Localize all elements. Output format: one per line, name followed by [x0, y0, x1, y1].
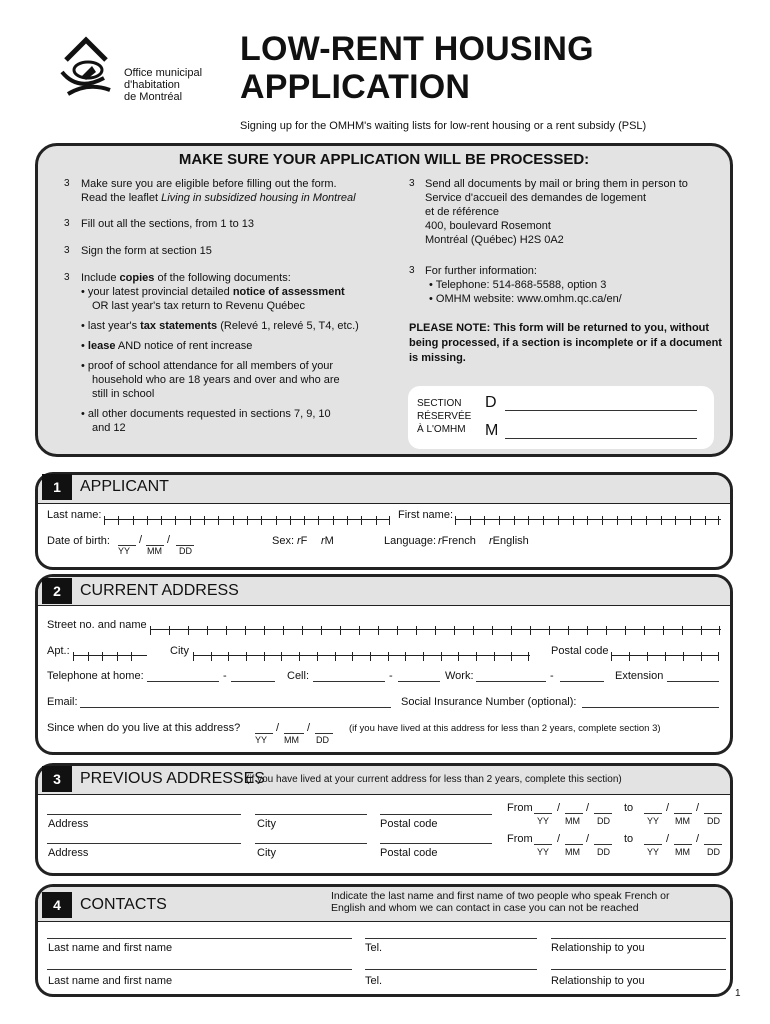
from-1-yy-field[interactable] [534, 813, 552, 814]
home-phone-field[interactable] [147, 681, 219, 682]
checkbox-glyph: r [321, 535, 325, 547]
since-mm-field[interactable] [284, 733, 304, 734]
since-note: (if you have lived at this address for less than 2 years, complete section 3) [349, 723, 661, 734]
dd-hint: DD [316, 735, 329, 745]
text-line: English and whom we can contact in case you can not be reached [331, 902, 639, 914]
text-line: SECTION [417, 398, 462, 409]
text-line: • all other documents requested in sections 7, 9, 10 [81, 408, 331, 420]
text: English [492, 535, 529, 547]
apt-label: Apt.: [47, 645, 70, 657]
contact-2-tel-field[interactable] [365, 969, 537, 970]
prev-address-2-field[interactable] [47, 843, 241, 844]
text-line: and 12 [92, 422, 126, 434]
contact-name-label: Last name and first name [48, 975, 173, 987]
mm-hint: MM [675, 816, 690, 826]
reserved-m-label: M [485, 422, 499, 439]
contact-1-tel-field[interactable] [365, 938, 537, 939]
work-phone-field[interactable] [476, 681, 546, 682]
city-field[interactable] [193, 643, 530, 656]
reserved-d-line[interactable] [505, 410, 697, 411]
prev-postal-2-field[interactable] [380, 843, 492, 844]
prev-postal-1-field[interactable] [380, 814, 492, 815]
title-line: APPLICATION [240, 68, 471, 106]
website: • OMHM website: www.omhm.qc.ca/en/ [429, 293, 622, 305]
text: notice of assessment [232, 286, 345, 298]
dd-hint: DD [707, 816, 720, 826]
prev-address-1-field[interactable] [47, 814, 241, 815]
sex-female-checkbox[interactable] [297, 534, 307, 548]
instruction-fill-sections: Fill out all the sections, from 1 to 13 [81, 218, 255, 230]
instruction-sign: Sign the form at section 15 [81, 245, 212, 257]
text-line: Make sure you are eligible before filling out the form. [81, 178, 337, 190]
text: (Relevé 1, relevé 5, T4, etc.) [217, 320, 359, 332]
postal-code-field[interactable] [611, 643, 719, 656]
bullet-marker: 3 [64, 272, 70, 283]
yy-hint: YY [537, 847, 550, 857]
omhm-logo [58, 32, 128, 102]
mm-hint: MM [565, 847, 580, 857]
to-1-dd-field[interactable] [704, 813, 722, 814]
city-label: City [257, 818, 276, 830]
since-dd-field[interactable] [315, 733, 333, 734]
first-name-field[interactable] [455, 507, 721, 520]
dd-hint: DD [597, 816, 610, 826]
instruction-documents [81, 271, 391, 435]
relationship-label: Relationship to you [551, 975, 645, 987]
form-subtitle: Signing up for the OMHM's waiting lists for low-rent housing or a rent subsidy (PSL) [240, 120, 647, 132]
yy-hint: YY [255, 735, 268, 745]
work-label: Work: [445, 670, 474, 682]
relationship-label: Relationship to you [551, 942, 645, 954]
text-line: is missing. [409, 352, 466, 364]
home-phone-suffix-field[interactable] [231, 681, 275, 682]
text-line: 400, boulevard Rosemont [425, 220, 551, 232]
contact-2-name-field[interactable] [47, 969, 352, 970]
text: Read the leaflet [81, 192, 162, 204]
org-line: d'habitation [124, 79, 180, 91]
dd-hint: DD [179, 546, 192, 556]
page-number: 1 [735, 988, 741, 999]
text: F [300, 535, 308, 547]
text-line: Service d'accueil des demandes de logement [425, 192, 647, 204]
leaflet-title: Living in subsidized housing in Montreal [161, 192, 356, 204]
mm-hint: MM [147, 546, 162, 556]
tel-label: Tel. [365, 975, 383, 987]
section-4-note [331, 890, 670, 914]
section-title: CONTACTS [80, 896, 167, 913]
yy-hint: YY [647, 847, 660, 857]
text-line: et de référence [425, 206, 499, 218]
to-label: to [624, 833, 634, 845]
checkbox-glyph: r [297, 535, 301, 547]
section-number: 1 [42, 474, 72, 500]
dash: - [223, 670, 227, 682]
postal-code-label: Postal code [380, 818, 438, 830]
from-label: From [507, 802, 533, 814]
from-1-dd-field[interactable] [594, 813, 612, 814]
bullet-marker: 3 [409, 178, 415, 189]
bullet-marker: 3 [64, 218, 70, 229]
text-line: Montréal (Québec) H2S 0A2 [425, 234, 564, 246]
language-french-checkbox[interactable] [438, 534, 476, 548]
text: M [324, 535, 334, 547]
section-title: APPLICANT [80, 478, 169, 495]
instruction-further-info [425, 264, 725, 306]
to-1-yy-field[interactable] [644, 813, 662, 814]
reserved-m-line[interactable] [505, 438, 697, 439]
mm-hint: MM [675, 847, 690, 857]
section-title: CURRENT ADDRESS [80, 582, 239, 599]
to-2-yy-field[interactable] [644, 844, 662, 845]
from-2-yy-field[interactable] [534, 844, 552, 845]
text-line: Indicate the last name and first name of two people who speak French or [331, 890, 670, 902]
street-field[interactable] [150, 617, 721, 630]
contact-1-name-field[interactable] [47, 938, 352, 939]
prev-city-1-field[interactable] [255, 814, 367, 815]
text: of the following documents: [154, 272, 291, 284]
bullet-marker: 3 [409, 265, 415, 276]
apt-field[interactable] [73, 643, 147, 656]
prev-city-2-field[interactable] [255, 843, 367, 844]
language-english-checkbox[interactable] [489, 534, 529, 548]
checkbox-glyph: r [489, 535, 493, 547]
address-label: Address [48, 818, 89, 830]
form-title [240, 30, 594, 106]
home-phone-label: Telephone at home: [47, 670, 144, 682]
to-1-mm-field[interactable] [674, 813, 692, 814]
text-line: being processed, if a section is incomplete or if a document [409, 337, 722, 349]
address-label: Address [48, 847, 89, 859]
org-line: de Montréal [124, 91, 183, 103]
extension-label: Extension [615, 670, 664, 682]
text: copies [119, 272, 155, 284]
to-label: to [624, 802, 634, 814]
last-name-field[interactable] [104, 507, 390, 520]
since-label: Since when do you live at this address? [47, 722, 241, 734]
yy-hint: YY [118, 546, 131, 556]
reserved-d-label: D [485, 394, 497, 411]
section-3-note: (if you have lived at your current address for less than 2 years, complete this section) [246, 774, 622, 785]
from-2-dd-field[interactable] [594, 844, 612, 845]
sin-field[interactable] [582, 707, 719, 708]
instruction-eligibility [81, 177, 391, 205]
last-name-label: Last name: [47, 509, 102, 521]
cell-phone-suffix-field[interactable] [398, 681, 440, 682]
first-name-label: First name: [398, 509, 454, 521]
section-number: 4 [42, 892, 72, 918]
yy-hint: YY [537, 816, 550, 826]
text: • your latest provincial detailed [81, 286, 233, 298]
city-label: City [257, 847, 276, 859]
text-line: RÉSERVÉE [417, 411, 472, 422]
section-number: 3 [42, 766, 72, 792]
text-line: • proof of school attendance for all members of your [81, 360, 334, 372]
sin-label: Social Insurance Number (optional): [401, 696, 577, 708]
cell-phone-field[interactable] [313, 681, 385, 682]
text-line: PLEASE NOTE: This form will be returned to you, without [409, 322, 710, 334]
contact-1-relationship-field[interactable] [551, 938, 726, 939]
text-line: Send all documents by mail or bring them in person to [425, 178, 688, 190]
dd-hint: DD [597, 847, 610, 857]
contact-2-relationship-field[interactable] [551, 969, 726, 970]
postal-code-label: Postal code [551, 645, 609, 657]
yy-hint: YY [647, 816, 660, 826]
please-note [409, 321, 729, 366]
organization-name [124, 67, 202, 103]
street-label: Street no. and name [47, 619, 147, 631]
section-title: PREVIOUS ADDRESSES [80, 770, 265, 787]
email-label: Email: [47, 696, 78, 708]
text: • [81, 340, 88, 352]
text-line: still in school [92, 388, 155, 400]
dash: - [550, 670, 554, 682]
text-line: OR last year's tax return to Revenu Québec [92, 300, 306, 312]
text: lease [87, 340, 116, 352]
sex-male-checkbox[interactable] [321, 534, 334, 548]
from-1-mm-field[interactable] [565, 813, 583, 814]
dd-hint: DD [707, 847, 720, 857]
from-label: From [507, 833, 533, 845]
instruction-send-documents [425, 177, 725, 247]
extension-field[interactable] [667, 681, 719, 682]
contact-name-label: Last name and first name [48, 942, 173, 954]
bullet-marker: 3 [64, 245, 70, 256]
checkbox-glyph: r [438, 535, 442, 547]
mm-hint: MM [284, 735, 299, 745]
work-phone-suffix-field[interactable] [560, 681, 604, 682]
from-2-mm-field[interactable] [565, 844, 583, 845]
org-line: Office municipal [124, 67, 203, 79]
text-line: À L'OMHM [417, 424, 466, 435]
sex-label: Sex: [272, 535, 295, 547]
text-line: For further information: [425, 265, 537, 277]
phone-number: • Telephone: 514-868-5588, option 3 [429, 279, 607, 291]
text-line: household who are 18 years and over and who are [92, 374, 340, 386]
since-yy-field[interactable] [255, 733, 273, 734]
text: tax statements [140, 320, 218, 332]
text: • last year's [81, 320, 141, 332]
language-label: Language: [384, 535, 436, 547]
bullet-marker: 3 [64, 178, 70, 189]
postal-code-label: Postal code [380, 847, 438, 859]
dob-label: Date of birth: [47, 535, 110, 547]
mm-hint: MM [565, 816, 580, 826]
cell-label: Cell: [287, 670, 310, 682]
email-field[interactable] [80, 707, 391, 708]
to-2-dd-field[interactable] [704, 844, 722, 845]
instructions-title: MAKE SURE YOUR APPLICATION WILL BE PROCESSED: [178, 151, 590, 168]
reserved-label [417, 397, 471, 436]
to-2-mm-field[interactable] [674, 844, 692, 845]
title-line: LOW-RENT HOUSING [240, 30, 594, 68]
text: Include [81, 272, 120, 284]
dash: - [389, 670, 393, 682]
tel-label: Tel. [365, 942, 383, 954]
text: French [441, 535, 476, 547]
text: AND notice of rent increase [115, 340, 253, 352]
city-label: City [170, 645, 189, 657]
section-number: 2 [42, 578, 72, 604]
